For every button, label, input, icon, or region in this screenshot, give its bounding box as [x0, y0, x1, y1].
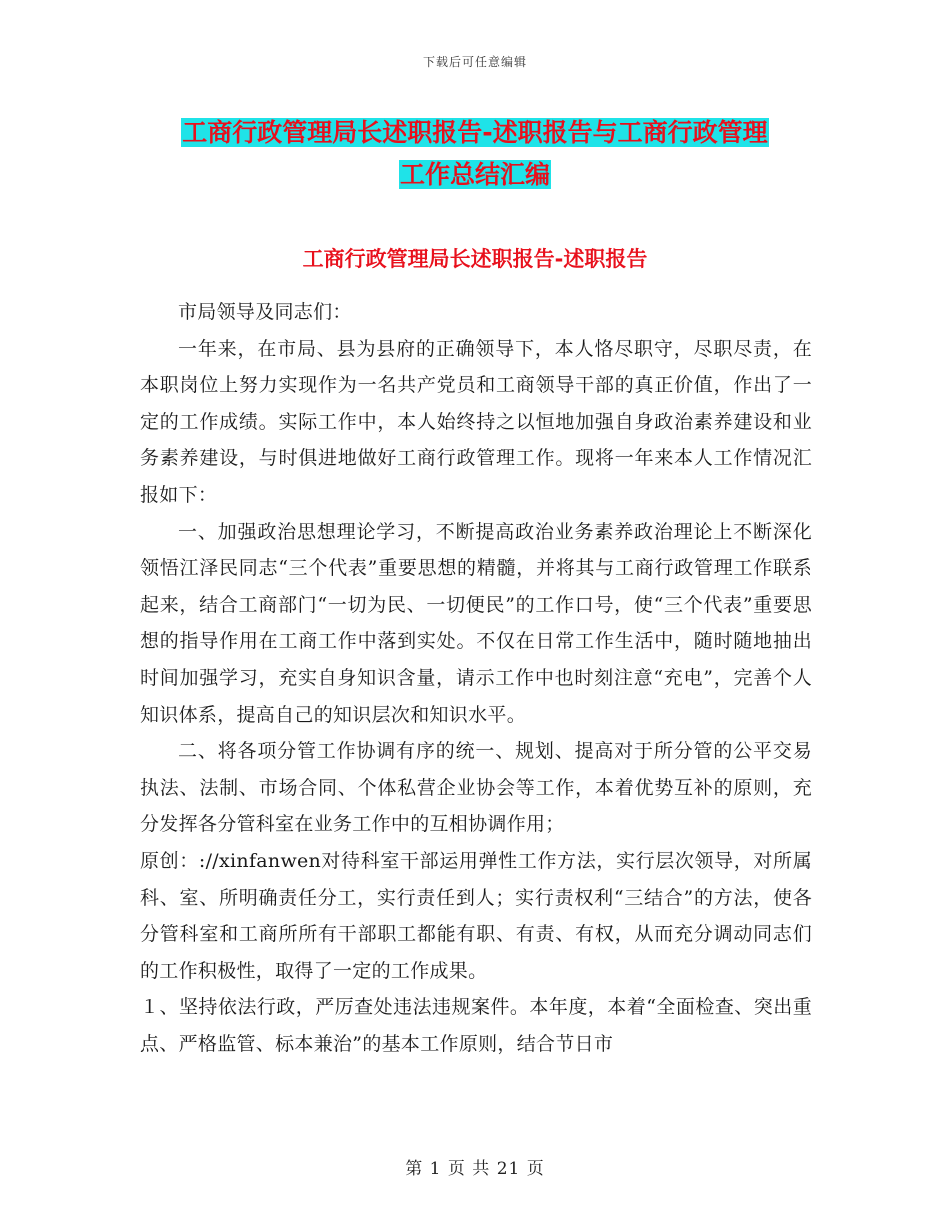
body-paragraph: 一、加强政治思想理论学习，不断提高政治业务素养政治理论上不断深化领悟江泽民同志“三个代表”重要思想的精髓，并将其与工商行政管理工作联系起来，结合工商部门“一切为民、一切便民”的工作口号，使“三个代表”重要思想的指导作用在工商工作中落到实处。不仅在日常工作生活中，随时随地抽出时间加强学习，充实自身知识含量，请示工作中也时刻注意“充电”，完善个人知识体系，提高自己的知识层次和知识水平。 — [140, 520, 812, 726]
page-number: 第 1 页 共 21 页 — [405, 1159, 545, 1179]
document-body — [140, 294, 812, 1062]
salutation: 市局领导及同志们： — [178, 301, 352, 323]
document-title-line1: 工商行政管理局长述职报告-述职报告与工商行政管理 — [182, 118, 768, 147]
body-paragraph: 一年来，在市局、县为县府的正确领导下，本人恪尽职守，尽职尽责，在本职岗位上努力实现作为一名共产党员和工商领导干部的真正价值，作出了一定的工作成绩。实际工作中，本人始终持之以恒地加强自身政治素养建设和业务素养建设，与时俱进地做好工商行政管理工作。现将一年来本人工作情况汇报如下： — [140, 337, 812, 506]
document-title-line2: 工作总结汇编 — [399, 160, 550, 189]
body-paragraph: 原创：://xinfanwen对待科室干部运用弹性工作方法，实行层次领导，对所属科、室、所明确责任分工，实行责任到人；实行责权利“三结合”的方法，使各分管科室和工商所所有干部职工都能有职、有责、有权，从而充分调动同志们的工作积极性，取得了一定的工作成果。 — [140, 849, 812, 982]
section-subtitle: 工商行政管理局长述职报告-述职报告 — [302, 247, 648, 271]
body-paragraph: １、坚持依法行政，严厉查处违法违规案件。本年度，本着“全面检查、突出重点、严格监管、标本兼治”的基本工作原则，结合节日市 — [140, 996, 812, 1055]
body-paragraph: 二、将各项分管工作协调有序的统一、规划、提高对于所分管的公平交易执法、法制、市场合同、个体私营企业协会等工作，本着优势互补的原则，充分发挥各分管科室在业务工作中的互相协调作用； — [140, 740, 812, 836]
page-header-note: 下载后可任意编辑 — [422, 55, 527, 69]
document-title — [140, 112, 810, 196]
